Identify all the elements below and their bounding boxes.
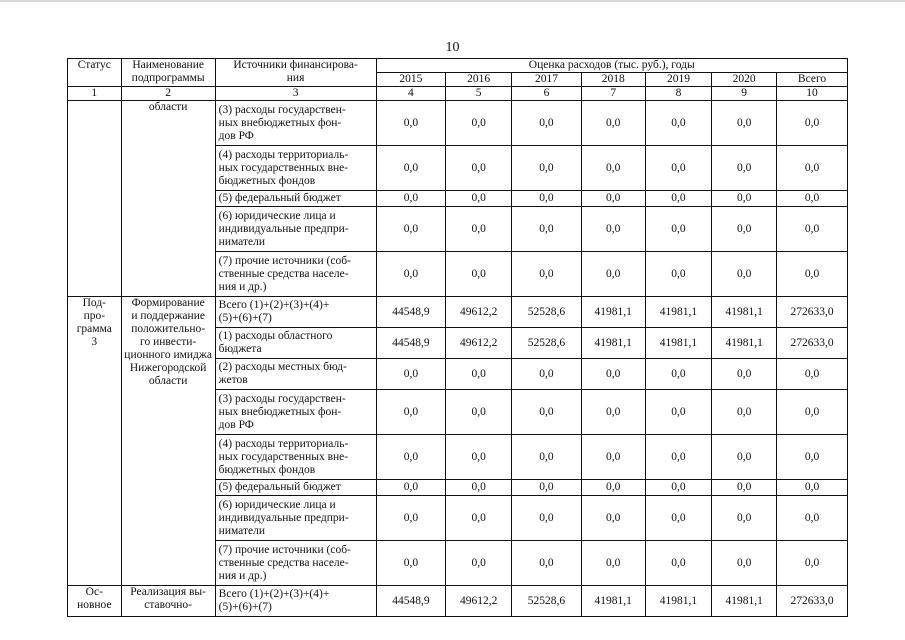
funding-source-line: (1) расходы областного <box>218 330 333 342</box>
value-cell: 0,0 <box>712 146 777 191</box>
funding-source-line: ственные средства населе- <box>218 556 349 569</box>
value-cell: 0,0 <box>777 252 848 297</box>
value-cell: 52528,6 <box>512 328 582 359</box>
subprogram-name-line: Формирование <box>131 297 205 309</box>
value-cell: 0,0 <box>446 496 512 541</box>
value-cell: 0,0 <box>712 496 777 541</box>
value-cell: 0,0 <box>712 390 777 435</box>
value-cell: 0,0 <box>581 541 645 586</box>
column-index: 3 <box>215 87 376 101</box>
status-cell <box>68 101 122 297</box>
value-cell: 0,0 <box>581 435 645 480</box>
funding-source-line: ния и др.) <box>218 280 267 293</box>
value-cell: 0,0 <box>581 146 645 191</box>
value-cell: 41981,1 <box>645 328 712 359</box>
header-year: 2015 <box>376 73 446 87</box>
funding-source-cell <box>215 297 376 328</box>
value-cell: 0,0 <box>512 252 582 297</box>
funding-source-cell <box>215 207 376 252</box>
value-cell: 272633,0 <box>777 586 848 617</box>
column-index: 8 <box>645 87 712 101</box>
value-cell: 41981,1 <box>712 328 777 359</box>
status-line: Ос- <box>85 586 103 598</box>
value-cell: 0,0 <box>645 207 712 252</box>
subprogram-name-line: ставочно- <box>144 599 192 611</box>
subprogram-name-line: го инвести- <box>140 336 197 348</box>
subprogram-name-cell <box>121 101 215 297</box>
value-cell: 0,0 <box>712 191 777 207</box>
value-cell: 0,0 <box>777 191 848 207</box>
value-cell: 0,0 <box>376 435 446 480</box>
status-line: грамма <box>76 323 112 335</box>
funding-source-line: (7) прочие источники (соб- <box>218 254 351 267</box>
value-cell: 272633,0 <box>777 328 848 359</box>
funding-source-line: бюджетных фондов <box>218 463 316 476</box>
header-year: Всего <box>777 73 848 87</box>
funding-source-line: Всего (1)+(2)+(3)+(4)+ <box>218 588 330 600</box>
value-cell: 0,0 <box>446 146 512 191</box>
value-cell: 0,0 <box>446 435 512 480</box>
value-cell: 0,0 <box>512 101 582 146</box>
value-cell: 0,0 <box>645 252 712 297</box>
funding-source-line: (4) расходы территориаль- <box>218 148 349 161</box>
status-line: Под- <box>82 297 106 309</box>
value-cell: 0,0 <box>512 390 582 435</box>
value-cell: 0,0 <box>446 207 512 252</box>
funding-source-line: дов РФ <box>218 418 254 431</box>
value-cell: 0,0 <box>376 191 446 207</box>
value-cell: 41981,1 <box>581 297 645 328</box>
value-cell: 0,0 <box>512 191 582 207</box>
header-year: 2018 <box>581 73 645 87</box>
value-cell: 0,0 <box>376 496 446 541</box>
page-number: 10 <box>445 40 460 55</box>
header-status: Статус <box>68 59 122 87</box>
funding-source-line: ных государственных вне- <box>218 450 349 463</box>
value-cell: 0,0 <box>512 435 582 480</box>
funding-source-cell <box>215 146 376 191</box>
value-cell: 0,0 <box>581 207 645 252</box>
column-index: 2 <box>121 87 215 101</box>
funding-source-line: бюджета <box>218 343 262 355</box>
value-cell: 0,0 <box>581 101 645 146</box>
funding-source-line: ниматели <box>218 235 266 248</box>
funding-source-line: ственные средства населе- <box>218 267 349 280</box>
value-cell: 0,0 <box>645 359 712 390</box>
value-cell: 41981,1 <box>712 586 777 617</box>
value-cell: 52528,6 <box>512 586 582 617</box>
value-cell: 0,0 <box>777 496 848 541</box>
value-cell: 49612,2 <box>446 586 512 617</box>
value-cell: 272633,0 <box>777 297 848 328</box>
value-cell: 0,0 <box>777 207 848 252</box>
header-name-line: Наименование <box>132 59 204 71</box>
value-cell: 0,0 <box>581 480 645 496</box>
column-index: 5 <box>446 87 512 101</box>
status-line: 3 <box>91 336 98 348</box>
value-cell: 0,0 <box>645 146 712 191</box>
status-cell <box>68 297 122 586</box>
funding-source-line: (7) прочие источники (соб- <box>218 543 351 556</box>
value-cell: 0,0 <box>777 390 848 435</box>
value-cell: 0,0 <box>376 390 446 435</box>
value-cell: 0,0 <box>512 541 582 586</box>
funding-source-cell <box>215 101 376 146</box>
funding-source-line: (6) юридические лица и <box>218 209 336 222</box>
value-cell: 0,0 <box>446 390 512 435</box>
value-cell: 0,0 <box>446 541 512 586</box>
funding-source-line: ных внебюджетных фон- <box>218 116 342 129</box>
value-cell: 44548,9 <box>376 328 446 359</box>
value-cell: 0,0 <box>712 252 777 297</box>
value-cell: 0,0 <box>712 541 777 586</box>
value-cell: 0,0 <box>376 541 446 586</box>
value-cell: 0,0 <box>581 390 645 435</box>
value-cell: 49612,2 <box>446 328 512 359</box>
value-cell: 0,0 <box>712 101 777 146</box>
value-cell: 0,0 <box>376 480 446 496</box>
header-year: 2020 <box>712 73 777 87</box>
value-cell: 0,0 <box>645 496 712 541</box>
status-line: новное <box>77 599 112 611</box>
funding-source-line: (5) федеральный бюджет <box>218 481 341 493</box>
column-index: 4 <box>376 87 446 101</box>
value-cell: 0,0 <box>645 541 712 586</box>
funding-source-line: индивидуальные предпри- <box>218 511 349 524</box>
value-cell: 0,0 <box>712 207 777 252</box>
value-cell: 0,0 <box>512 496 582 541</box>
value-cell: 0,0 <box>712 359 777 390</box>
value-cell: 41981,1 <box>581 586 645 617</box>
value-cell: 0,0 <box>581 496 645 541</box>
subprogram-name-line: области <box>148 375 188 387</box>
value-cell: 0,0 <box>581 252 645 297</box>
subprogram-name-cell <box>121 586 215 617</box>
funding-source-line: индивидуальные предпри- <box>218 222 349 235</box>
funding-source-cell <box>215 191 376 207</box>
subprogram-name-line: Нижегородской <box>129 362 207 374</box>
value-cell: 0,0 <box>446 359 512 390</box>
funding-source-cell <box>215 480 376 496</box>
subprogram-name-line: области <box>148 101 188 113</box>
value-cell: 0,0 <box>777 146 848 191</box>
value-cell: 0,0 <box>376 359 446 390</box>
value-cell: 0,0 <box>446 252 512 297</box>
funding-source-cell <box>215 390 376 435</box>
value-cell: 0,0 <box>512 359 582 390</box>
funding-source-cell <box>215 328 376 359</box>
funding-source-line: (4) расходы территориаль- <box>218 437 349 450</box>
header-name <box>121 59 215 87</box>
funding-source-line: ния и др.) <box>218 569 267 582</box>
value-cell: 0,0 <box>777 101 848 146</box>
funding-source-cell <box>215 252 376 297</box>
column-index: 10 <box>777 87 848 101</box>
value-cell: 0,0 <box>777 541 848 586</box>
header-sources-line: ния <box>286 72 305 84</box>
subprogram-name-cell <box>121 297 215 586</box>
value-cell: 0,0 <box>645 480 712 496</box>
header-sources <box>215 59 376 87</box>
value-cell: 0,0 <box>712 435 777 480</box>
value-cell: 0,0 <box>645 390 712 435</box>
funding-source-cell <box>215 435 376 480</box>
funding-source-line: (5)+(6)+(7) <box>218 312 272 324</box>
value-cell: 0,0 <box>376 207 446 252</box>
subprogram-name-line: ционного имиджа <box>124 349 212 361</box>
column-index: 1 <box>68 87 122 101</box>
scan-top-edge <box>0 0 905 2</box>
value-cell: 0,0 <box>446 480 512 496</box>
value-cell: 0,0 <box>645 435 712 480</box>
header-year: 2019 <box>645 73 712 87</box>
value-cell: 0,0 <box>376 146 446 191</box>
subprogram-name-line: положительно- <box>131 323 206 335</box>
value-cell: 52528,6 <box>512 297 582 328</box>
funding-source-line: Всего (1)+(2)+(3)+(4)+ <box>218 299 330 311</box>
funding-source-line: (6) юридические лица и <box>218 498 336 511</box>
value-cell: 0,0 <box>581 191 645 207</box>
value-cell: 0,0 <box>376 101 446 146</box>
status-line: про- <box>83 310 106 322</box>
table-row <box>68 586 848 617</box>
column-index: 9 <box>712 87 777 101</box>
column-index: 7 <box>581 87 645 101</box>
funding-source-cell <box>215 496 376 541</box>
financing-table <box>67 58 848 617</box>
funding-source-line: дов РФ <box>218 129 254 142</box>
header-year: 2017 <box>512 73 582 87</box>
value-cell: 0,0 <box>645 191 712 207</box>
header-year: 2016 <box>446 73 512 87</box>
funding-source-cell <box>215 359 376 390</box>
value-cell: 0,0 <box>777 480 848 496</box>
value-cell: 0,0 <box>712 480 777 496</box>
funding-source-line: ных внебюджетных фон- <box>218 405 342 418</box>
funding-source-line: (2) расходы местных бюд- <box>218 361 347 373</box>
funding-source-line: ниматели <box>218 524 266 537</box>
header-sources-line: Источники финансирова- <box>233 59 358 71</box>
table-row <box>68 101 848 146</box>
value-cell: 0,0 <box>512 146 582 191</box>
funding-source-line: (5)+(6)+(7) <box>218 601 272 613</box>
value-cell: 0,0 <box>777 359 848 390</box>
value-cell: 0,0 <box>512 480 582 496</box>
header-name-line: подпрограммы <box>131 72 205 84</box>
value-cell: 41981,1 <box>712 297 777 328</box>
status-cell <box>68 586 122 617</box>
funding-source-cell <box>215 541 376 586</box>
subprogram-name-line: Реализация вы- <box>130 586 206 598</box>
value-cell: 0,0 <box>376 252 446 297</box>
funding-source-line: (5) федеральный бюджет <box>218 192 341 204</box>
funding-source-line: (3) расходы государствен- <box>218 392 346 405</box>
header-costs: Оценка расходов (тыс. руб.), годы <box>376 59 848 73</box>
table-row <box>68 297 848 328</box>
funding-source-line: жетов <box>218 374 248 386</box>
column-index: 6 <box>512 87 582 101</box>
value-cell: 49612,2 <box>446 297 512 328</box>
subprogram-name-line: и поддержание <box>131 310 205 322</box>
value-cell: 0,0 <box>512 207 582 252</box>
value-cell: 0,0 <box>446 101 512 146</box>
value-cell: 0,0 <box>777 435 848 480</box>
value-cell: 0,0 <box>645 101 712 146</box>
value-cell: 44548,9 <box>376 297 446 328</box>
value-cell: 0,0 <box>446 191 512 207</box>
value-cell: 0,0 <box>581 359 645 390</box>
value-cell: 41981,1 <box>581 328 645 359</box>
value-cell: 44548,9 <box>376 586 446 617</box>
value-cell: 41981,1 <box>645 586 712 617</box>
funding-source-line: ных государственных вне- <box>218 161 349 174</box>
value-cell: 41981,1 <box>645 297 712 328</box>
funding-source-cell <box>215 586 376 617</box>
funding-source-line: бюджетных фондов <box>218 174 316 187</box>
funding-source-line: (3) расходы государствен- <box>218 103 346 116</box>
